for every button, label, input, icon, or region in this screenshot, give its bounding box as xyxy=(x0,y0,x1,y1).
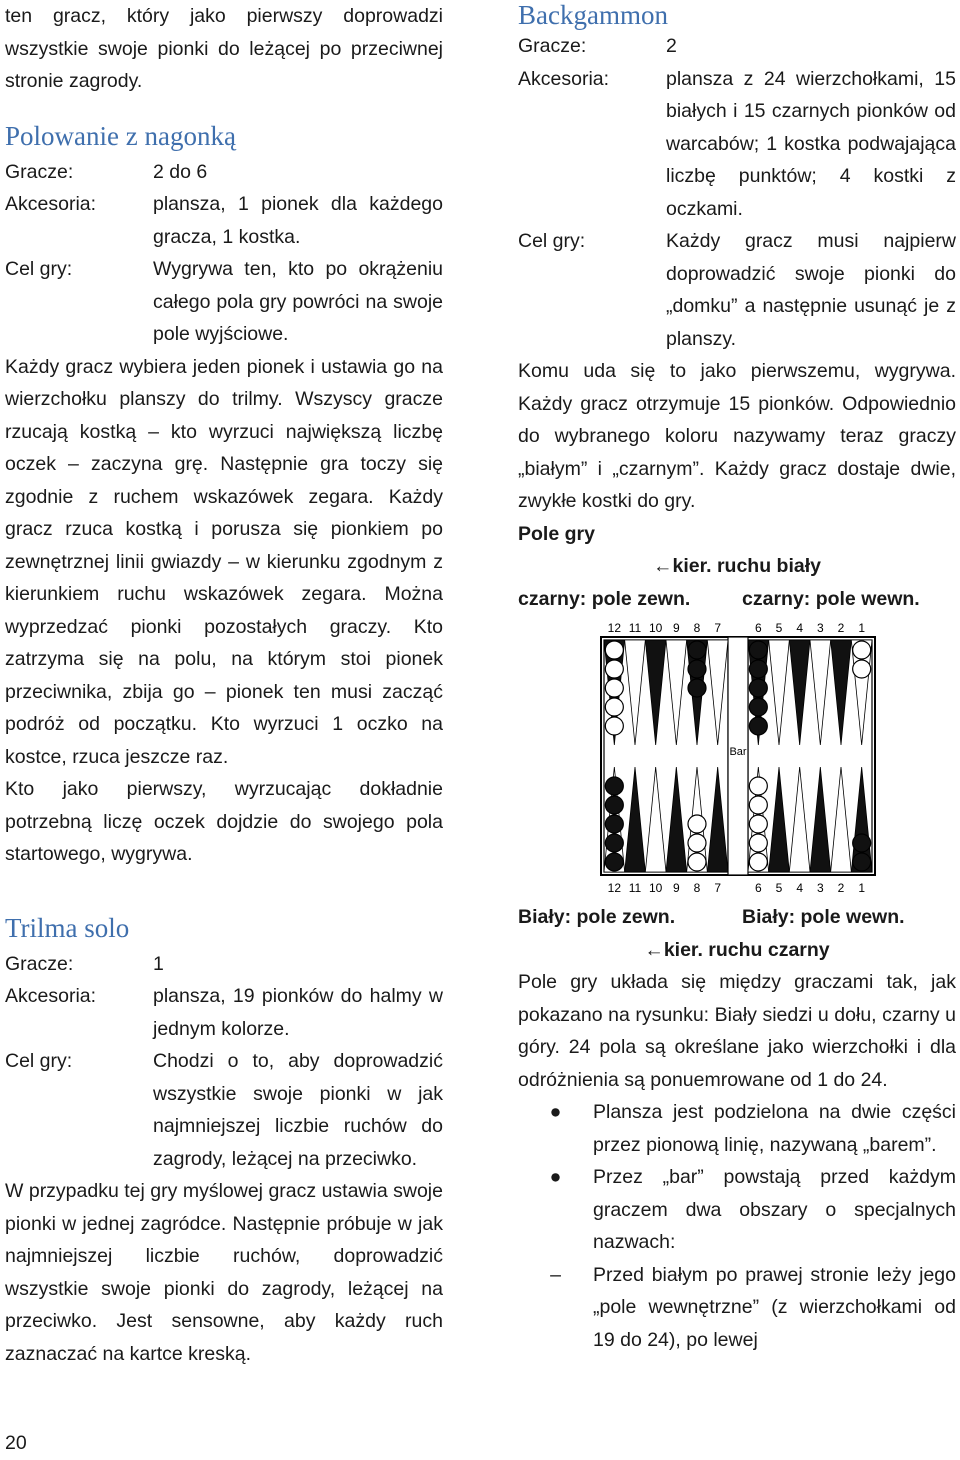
checker xyxy=(688,834,706,852)
label: Akcesoria: xyxy=(5,985,97,1007)
point-number: 4 xyxy=(796,881,804,895)
checker xyxy=(749,679,767,697)
value: plansza z 24 wierzchołkami, 15 białych i 15 czarnych pionków od warcabów; 1 kostka podwajająca liczbę punktów; 4 kostki z oczkami. xyxy=(666,67,956,220)
bar-label: Bar xyxy=(729,746,747,758)
checker xyxy=(605,660,623,678)
trilma-paragraph: W przypadku tej gry myślowej gracz ustawia swoje pionki w jednej zagródce. Następnie próbuje w jak najmniejszej liczbie ruchów, doprowadzić wszystkie swoje pionki do zagrody, leżącej na przeciwko. Jest sensowne, aby każdy ruch zaznaczać na kartce kreską. xyxy=(5,1180,443,1365)
point-number: 10 xyxy=(648,621,663,635)
checker xyxy=(749,698,767,716)
point-number: 2 xyxy=(837,621,845,635)
black-field-labels xyxy=(518,583,956,616)
black-direction-label: ←kier. ruchu czarny xyxy=(644,938,830,961)
trilma-accessories-row xyxy=(5,980,443,1045)
point-number: 12 xyxy=(607,881,622,895)
point-number: 5 xyxy=(775,621,783,635)
label: Gracze: xyxy=(518,35,587,57)
checker xyxy=(688,815,706,833)
checker xyxy=(749,815,767,833)
checker xyxy=(853,853,871,871)
point-number: 8 xyxy=(693,621,701,635)
backgammon-paragraph-1: Komu uda się to jako pierwszemu, wygrywa. Każdy gracz otrzymuje 15 pionków. Odpowiednio do wybranego koloru nazywamy teraz graczy „białym” i „czarnym”. Każdy gracz dostaje dwie, zwykłe kostki do gry. xyxy=(518,360,956,512)
checker xyxy=(749,796,767,814)
point-number: 3 xyxy=(816,621,824,635)
checker xyxy=(749,660,767,678)
black-outer-label: czarny: pole zewn. xyxy=(518,587,691,610)
value: 1 xyxy=(153,952,164,975)
value: 2 do 6 xyxy=(153,160,208,183)
polowanie-accessories-row xyxy=(5,188,443,253)
bullet-marker: ● xyxy=(549,1166,562,1188)
checker xyxy=(853,834,871,852)
trilma-players-row xyxy=(5,948,443,981)
point-number: 3 xyxy=(816,881,824,895)
polowanie-players-row xyxy=(5,156,443,189)
point-number: 10 xyxy=(648,881,663,895)
checker xyxy=(605,853,623,871)
left-column xyxy=(5,0,443,1370)
white-inner-label: Biały: pole wewn. xyxy=(742,906,905,928)
backgammon-accessories-row xyxy=(518,63,956,226)
point-number: 1 xyxy=(858,881,866,895)
backgammon-title: Backgammon xyxy=(518,0,668,30)
point-number: 2 xyxy=(837,881,845,895)
value: plansza, 1 pionek dla każdego gracza, 1 kostka. xyxy=(153,193,443,248)
label: Gracze: xyxy=(5,952,74,975)
backgammon-paragraph-2: Pole gry układa się między graczami tak, jak pokazano na rysunku: Biały siedzi u dołu, czarny u góry. 24 pola są określane jako wierzchołki i dla odróżnienia są ponuemrowane od 1 do 24. xyxy=(518,971,956,1091)
point-number: 8 xyxy=(693,881,701,895)
backgammon-players-row xyxy=(518,30,956,63)
dash-marker: – xyxy=(550,1263,561,1286)
point-number: 7 xyxy=(714,881,722,895)
trilma-goal-row xyxy=(5,1045,443,1175)
label: Cel gry: xyxy=(5,1050,73,1072)
point-number: 11 xyxy=(628,621,642,635)
label: Gracze: xyxy=(5,160,74,183)
backgammon-board-diagram xyxy=(600,617,876,899)
white-outer-label: Biały: pole zewn. xyxy=(518,906,676,928)
polowanie-goal-row xyxy=(5,253,443,351)
top-point-numbers xyxy=(608,621,866,635)
polowanie-paragraph-2: Kto jako pierwszy, wyrzucając dokładnie potrzebną liczę oczek dojdzie do swojego pola startowego, wygrywa. xyxy=(5,778,443,865)
value: Wygrywa ten, kto po okrążeniu całego pola gry powróci na swoje pole wyjściowe. xyxy=(153,258,443,345)
white-direction-label: ←kier. ruchu biały xyxy=(653,555,821,577)
label: Akcesoria: xyxy=(5,193,97,215)
value: Chodzi o to, aby doprowadzić wszystkie swoje pionki w jak najmniejszej liczbie ruchów do zagrody, leżącej na przeciwko. xyxy=(153,1050,443,1170)
checker xyxy=(853,660,871,678)
point-number: 11 xyxy=(628,881,642,895)
checker xyxy=(688,853,706,871)
bullet-item xyxy=(518,1259,956,1357)
bullet-marker: ● xyxy=(549,1101,562,1123)
checker xyxy=(605,834,623,852)
backgammon-goal-row xyxy=(518,225,956,355)
pole-gry-heading: Pole gry xyxy=(518,522,595,545)
trilma-title: Trilma solo xyxy=(5,912,130,943)
point-number: 9 xyxy=(672,881,680,895)
checker xyxy=(749,853,767,871)
label: Cel gry: xyxy=(5,258,73,280)
checker xyxy=(749,717,767,735)
checker xyxy=(688,641,706,659)
checker xyxy=(605,641,623,659)
checker xyxy=(853,641,871,659)
value: 2 xyxy=(666,35,677,57)
point-number: 6 xyxy=(754,881,762,895)
point-number: 5 xyxy=(775,881,783,895)
right-column xyxy=(518,0,956,1356)
checker xyxy=(605,698,623,716)
polowanie-paragraph-1: Każdy gracz wybiera jeden pionek i ustawia go na wierzchołku planszy do trilmy. Wszyscy gracze rzucają kostką – kto wyrzuci największą liczbę oczek – zaczyna grę. Następnie gra toczy się zgodnie z ruchem wskazówek zegara. Każdy gracz rzuca kostką i porusza się pionkiem po zewnętrznej linii gwiazdy – w kierunku zgodnym z kierunkiem ruchu wskazówek zegara. Można wyprzedzać pionki pozostałych graczy. Kto zatrzyma się na polu, na którym stoi pionek przeciwnika, zbija go – pionek ten musi zacząć podróż od początku. Kto wyrzuci 1 oczko na kostce, rzuca jeszcze raz. xyxy=(5,355,443,768)
bottom-point-numbers xyxy=(608,881,866,895)
page-number: 20 xyxy=(5,1432,27,1454)
checker xyxy=(605,717,623,735)
intro-paragraph: ten gracz, który jako pierwszy doprowadzi wszystkie swoje pionki do leżącej po przeciwnej stronie zagrody. xyxy=(5,5,443,92)
checker xyxy=(605,777,623,795)
value: plansza, 19 pionków do halmy w jednym kolorze. xyxy=(153,985,443,1040)
point-number: 12 xyxy=(607,621,622,635)
point-number: 4 xyxy=(796,621,804,635)
checker xyxy=(605,796,623,814)
point-number: 1 xyxy=(858,621,866,635)
point-number: 6 xyxy=(754,621,762,635)
checker xyxy=(605,815,623,833)
bullet-item xyxy=(518,1096,956,1161)
checker xyxy=(749,641,767,659)
checker xyxy=(688,660,706,678)
checker xyxy=(749,777,767,795)
point-number: 9 xyxy=(672,621,680,635)
checker xyxy=(688,679,706,697)
checker xyxy=(749,834,767,852)
label: Cel gry: xyxy=(518,230,586,252)
bullet-text: Przez „bar” powstają przed każdym graczem dwa obszary o specjalnych nazwach: xyxy=(593,1166,956,1253)
white-field-labels xyxy=(518,901,956,934)
bullet-text: Plansza jest podzielona na dwie części przez pionową linię, nazywaną „barem”. xyxy=(593,1101,956,1156)
point-number: 7 xyxy=(714,621,722,635)
polowanie-title: Polowanie z nagonką xyxy=(5,120,236,151)
bullet-item xyxy=(518,1161,956,1259)
checker xyxy=(605,679,623,697)
value: Każdy gracz musi najpierw doprowadzić swoje pionki do „domku” a następnie usunąć je z planszy. xyxy=(666,230,956,350)
bullet-text: Przed białym po prawej stronie leży jego „pole wewnętrzne” (z wierzchołkami od 19 do 24), po lewej xyxy=(593,1263,956,1351)
black-inner-label: czarny: pole wewn. xyxy=(742,587,920,610)
label: Akcesoria: xyxy=(518,67,610,90)
